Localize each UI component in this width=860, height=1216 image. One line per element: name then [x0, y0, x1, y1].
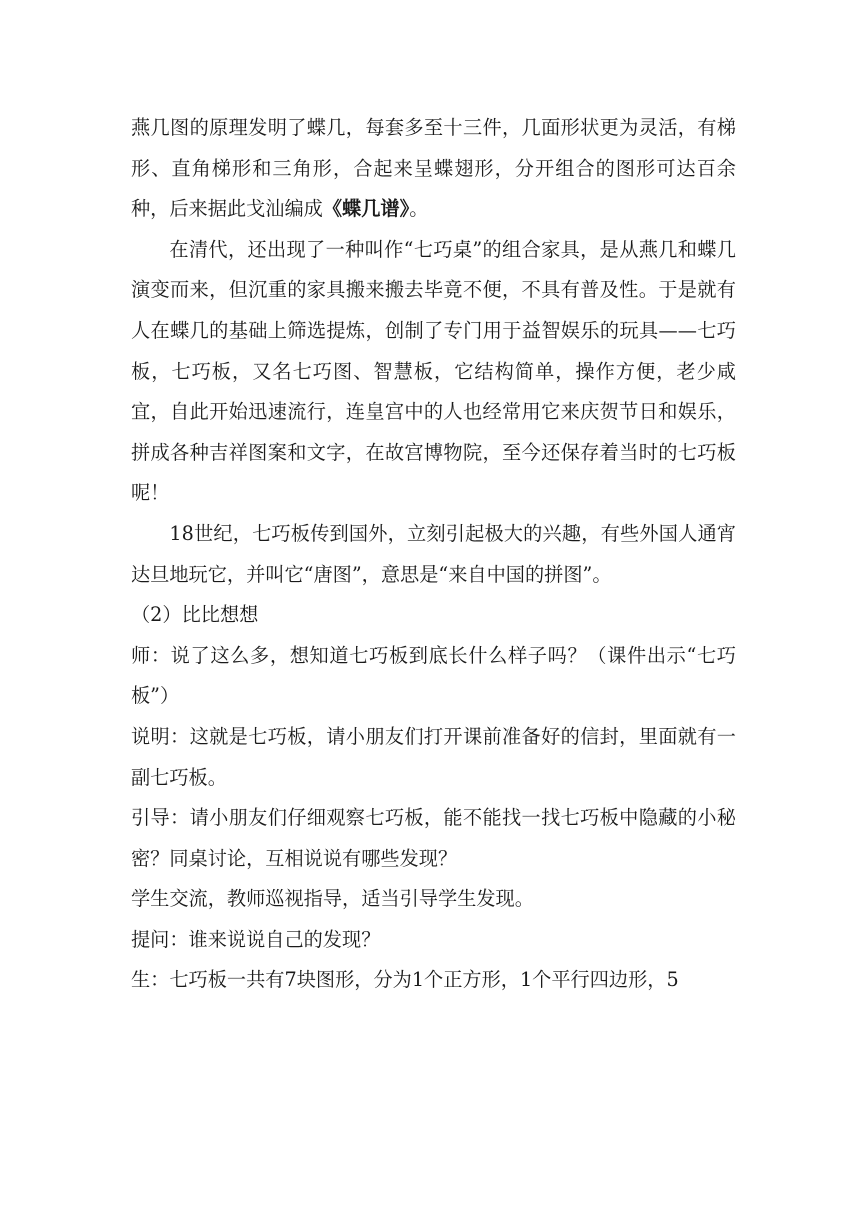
paragraph-butterfly-table — [131, 108, 736, 230]
paragraph-explanation: 说明：这就是七巧板，请小朋友们打开课前准备好的信封，里面就有一副七巧板。 — [131, 724, 736, 789]
book-title: 《蝶几谱》 — [322, 197, 410, 221]
paragraph-end: 。 — [409, 197, 429, 221]
paragraph-student-answer: 生：七巧板一共有7块图形，分为1个正方形，1个平行四边形，5 — [131, 968, 679, 992]
paragraph-18th-century: 18世纪，七巧板传到国外，立刻引起极大的兴趣，有些外国人通宵达旦地玩它，并叫它“唐图”，意思是“来自中国的拼图”。 — [131, 521, 736, 586]
paragraph-guidance: 引导：请小朋友们仔细观察七巧板，能不能找一找七巧板中隐藏的小秘密？同桌讨论，互相说说有哪些发现？ — [131, 806, 736, 870]
paragraph-text: 燕几图的原理发明了蝶几，每套多至十三件，几面形状更为灵活，有梯形、直角梯形和三角形，合起来呈蝶翅形，分开组合的图形可达百余种，后来据此戈汕编成 — [131, 116, 736, 221]
document-body — [131, 108, 736, 1001]
paragraph-student-exchange: 学生交流，教师巡视指导，适当引导学生发现。 — [131, 887, 534, 911]
section-heading-compare-think: （2）比比想想 — [131, 603, 259, 627]
paragraph-teacher-question: 师：说了这么多，想知道七巧板到底长什么样子吗？（课件出示“七巧板”） — [131, 643, 736, 708]
paragraph-qing-dynasty: 在清代，还出现了一种叫作“七巧桌”的组合家具，是从燕几和蝶几演变而来，但沉重的家具搬来搬去毕竟不便，不具有普及性。于是就有人在蝶几的基础上筛选提炼，创制了专门用于益智娱乐的玩具——七巧板，七巧板，又名七巧图、智慧板，它结构简单，操作方便，老少咸宜，自此开始迅速流行，连皇宫中的人也经常用它来庆贺节日和娱乐，拼成各种吉祥图案和文字，在故宫博物院，至今还保存着当时的七巧板呢！ — [131, 237, 736, 505]
paragraph-question: 提问：谁来说说自己的发现？ — [131, 927, 381, 951]
